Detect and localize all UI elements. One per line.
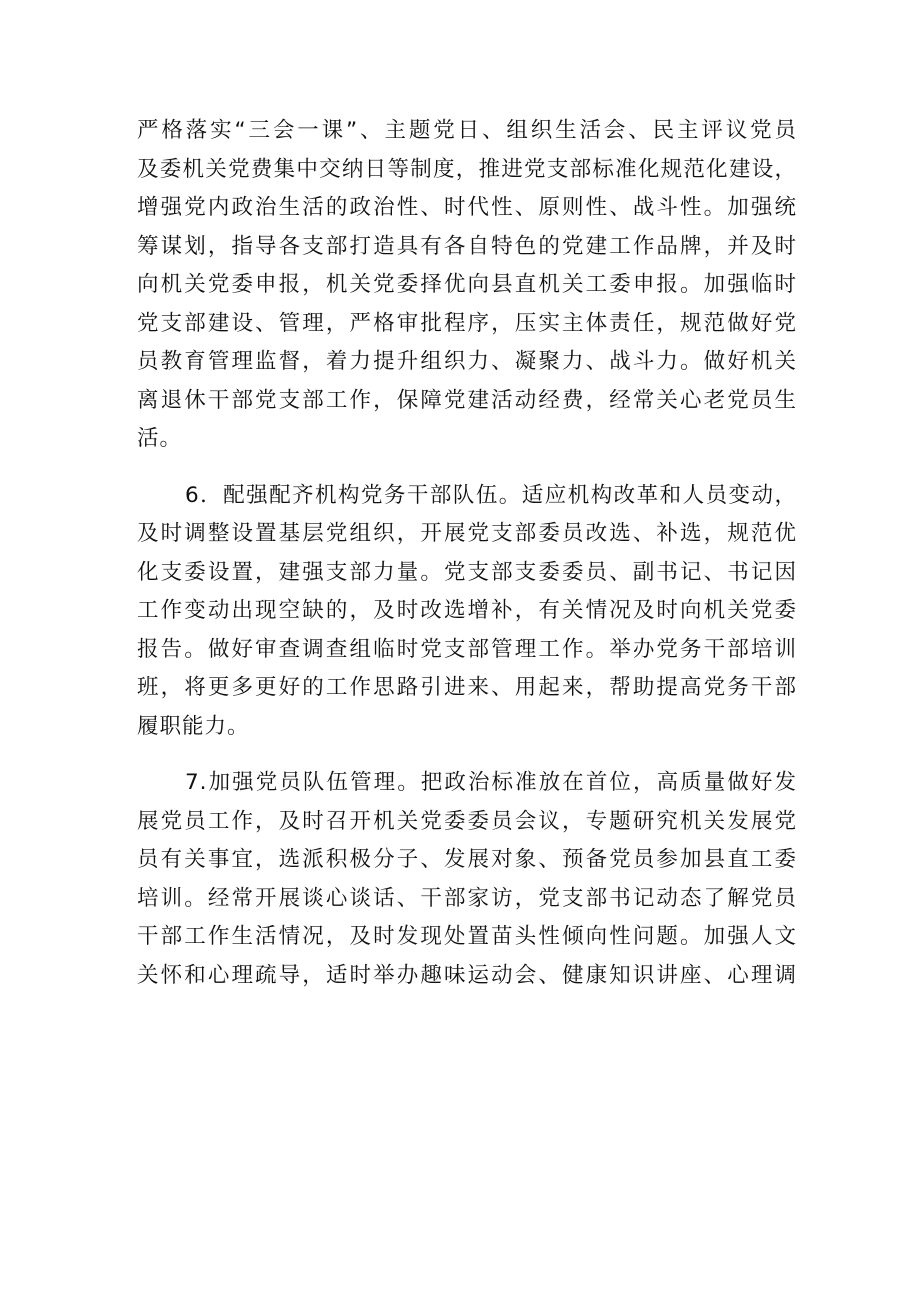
text-line: 员有关事宜，选派积极分子、发展对象、预备党员参加县直工委 — [137, 847, 797, 872]
text-line: 培训。经常开展谈心谈话、干部家访，党支部书记动态了解党员 — [137, 885, 797, 911]
text-line: 严格落实“三会一课”、主题党日、组织生活会、民主评议党员 — [137, 118, 797, 143]
text-line: 及时调整设置基层党组织，开展党支部委员改选、补选，规范优 — [137, 521, 797, 546]
text-line: 及委机关党费集中交纳日等制度，推进党支部标准化规范化建设， — [137, 156, 797, 182]
paragraph-item-7 — [137, 764, 797, 995]
paragraph-continuation — [137, 112, 797, 459]
paragraph-item-6 — [137, 477, 797, 747]
text-line: 党支部建设、管理，严格审批程序，压实主体责任，规范做好党 — [137, 310, 797, 336]
paragraph-spacer — [137, 459, 797, 477]
text-line: 6．配强配齐机构党务干部队伍。适应机构改革和人员变动， — [185, 482, 797, 508]
text-line: 向机关党委申报，机关党委择优向县直机关工委申报。加强临时 — [137, 272, 797, 297]
text-line: 展党员工作，及时召开机关党委委员会议，专题研究机关发展党 — [137, 808, 797, 834]
text-line: 活。 — [137, 426, 183, 451]
text-line: 增强党内政治生活的政治性、时代性、原则性、战斗性。加强统 — [137, 195, 797, 220]
text-line: 化支委设置，建强支部力量。党支部支委委员、副书记、书记因 — [137, 559, 797, 585]
text-line: 工作变动出现空缺的，及时改选增补，有关情况及时向机关党委 — [137, 598, 797, 623]
paragraph-spacer — [137, 746, 797, 764]
text-line: 干部工作生活情况，及时发现处置苗头性倾向性问题。加强人文 — [137, 924, 797, 949]
text-line: 7.加强党员队伍管理。把政治标准放在首位，高质量做好发 — [185, 770, 797, 795]
text-line: 筹谋划，指导各支部打造具有各自特色的党建工作品牌，并及时 — [137, 233, 797, 259]
document-body — [137, 112, 797, 995]
text-line: 离退休干部党支部工作，保障党建活动经费，经常关心老党员生 — [137, 387, 797, 413]
text-line: 报告。做好审查调查组临时党支部管理工作。举办党务干部培训 — [137, 636, 797, 662]
text-line: 员教育管理监督，着力提升组织力、凝聚力、战斗力。做好机关 — [137, 349, 797, 374]
text-line: 履职能力。 — [137, 713, 250, 739]
text-line: 关怀和心理疏导，适时举办趣味运动会、健康知识讲座、心理调 — [137, 962, 797, 988]
text-line: 班，将更多更好的工作思路引进来、用起来，帮助提高党务干部 — [137, 675, 797, 700]
